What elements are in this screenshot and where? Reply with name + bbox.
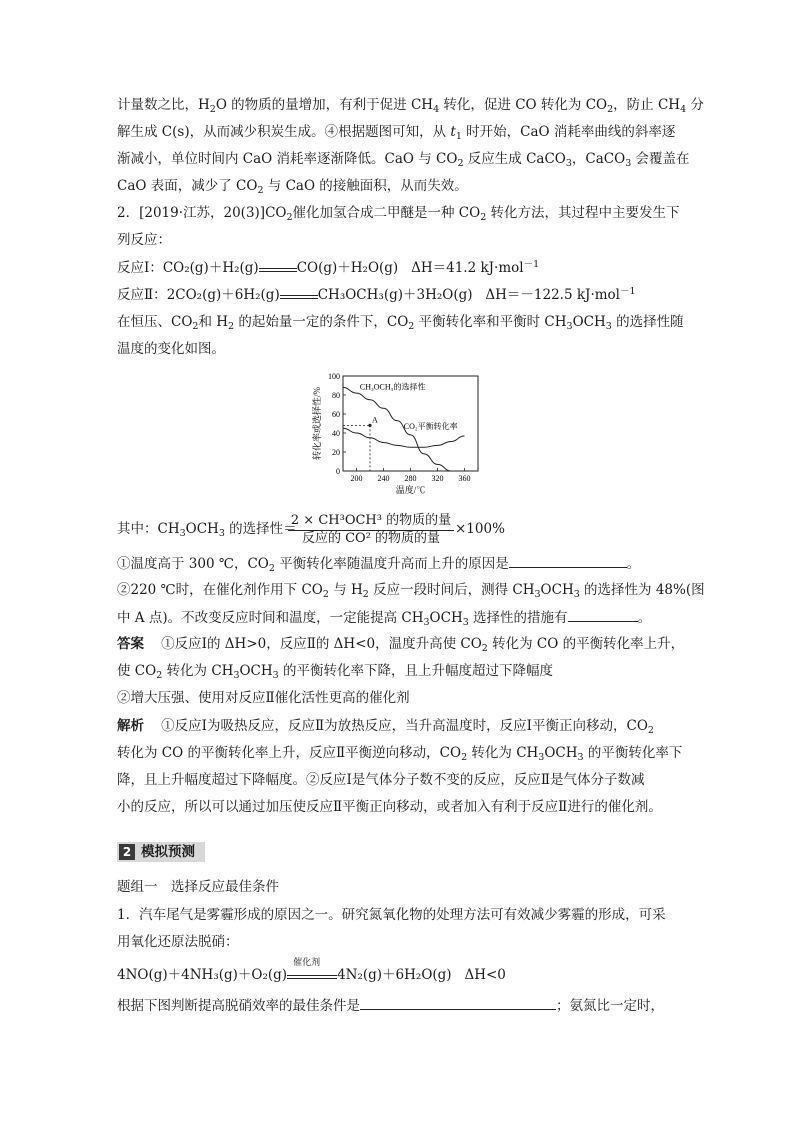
series-label-conversion: CO₂平衡转化率 bbox=[403, 422, 458, 432]
text: 催化加氢合成二甲醚是一种 CO bbox=[292, 205, 481, 221]
text: 。 bbox=[626, 556, 641, 572]
selectivity-conversion-chart bbox=[300, 368, 500, 503]
text: 计量数之比，H bbox=[117, 97, 210, 113]
enthalpy: ΔH<0 bbox=[464, 967, 506, 983]
text: 分 bbox=[686, 97, 704, 113]
text: ；氨氮比一定时， bbox=[556, 998, 664, 1014]
explanation-line: 解析 ①反应Ⅰ为吸热反应，反应Ⅱ为放热反应，当升高温度时，反应Ⅰ平衡正向移动，$CO_2$ bbox=[117, 718, 654, 736]
reaction-label: 反应Ⅱ： bbox=[117, 287, 167, 303]
text-line: CaO 表面，减少了 $CO_2$ 与 CaO 的接触面积，从而失效。 bbox=[117, 178, 468, 196]
y-tick-label: 40 bbox=[332, 429, 340, 438]
text-line bbox=[117, 231, 171, 249]
y-tick-label: 80 bbox=[332, 391, 340, 400]
text: 转化方法，其过程中主要发生下 bbox=[486, 205, 680, 221]
text: 根据下图判断提高脱硝效率的最佳条件是 bbox=[117, 998, 360, 1014]
text: ，CaCO bbox=[571, 151, 626, 167]
x-tick-label: 280 bbox=[404, 474, 417, 483]
text: 的起始量一定的条件下，CO bbox=[234, 314, 409, 330]
text: ①反应Ⅰ的 ΔH>0，反应Ⅱ的 ΔH<0，温度升高使 CO bbox=[161, 636, 482, 652]
text-line bbox=[117, 340, 225, 358]
text: 题组一 选择反应最佳条件 bbox=[117, 879, 279, 895]
text: CaO 表面，减少了 CO bbox=[117, 178, 258, 194]
text: 与 CaO 的接触面积，从而失效。 bbox=[263, 178, 468, 194]
text: 的选择性为 48%(图 bbox=[579, 582, 705, 598]
text: ，防止 CH bbox=[613, 97, 681, 113]
answer-blank[interactable] bbox=[568, 608, 638, 622]
text: 用氧化还原法脱硝： bbox=[117, 934, 239, 950]
text-line: 在恒压、$CO_2$和 $H_2$ 的起始量一定的条件下，$CO_2$ 平衡转化率和平衡时 $CH_3OCH_3$ 的选择性随 bbox=[117, 314, 684, 332]
text: ②220 ℃时，在催化剂作用下 CO bbox=[117, 582, 323, 598]
text: 的选择性＝ bbox=[224, 521, 297, 537]
text: 平衡转化率和平衡时 CH bbox=[414, 314, 567, 330]
reaction-lhs: 2CO₂(g)＋6H₂(g) bbox=[166, 287, 280, 303]
text: 中 A 点)。不改变反应时间和温度，一定能提高 CH bbox=[117, 610, 424, 626]
text-line: 中 A 点)。不改变反应时间和温度，一定能提高 $CH_3OCH_3$ 选择性的措施有 。 bbox=[117, 610, 652, 628]
text-line bbox=[117, 996, 664, 1015]
text: 转化为 CH bbox=[162, 663, 234, 679]
text: 在恒压、CO bbox=[117, 314, 193, 330]
text: 转化为 CO 的平衡转化率上升，反应Ⅱ平衡逆向移动，CO bbox=[117, 745, 462, 761]
text: 反应生成 CaCO bbox=[463, 151, 566, 167]
reaction-rhs: CO(g)＋H₂O(g) bbox=[296, 260, 399, 276]
question-2-header: 2．[2019·江苏，$20(3)]CO_2$催化加氢合成二甲醚是一种 $CO_2$ 转化方法，其过程中主要发生下 bbox=[117, 205, 680, 223]
text: OCH bbox=[544, 745, 578, 761]
text: OCH bbox=[572, 314, 606, 330]
answer-label: 答案 bbox=[117, 636, 144, 652]
equals-arrow-icon bbox=[259, 262, 297, 272]
x-tick-label: 200 bbox=[350, 474, 363, 483]
text-line bbox=[117, 771, 645, 789]
text-line: 计量数之比，$H_2O$ 的物质的量增加，有利于促进 $CH_4$ 转化，促进 CO 转化为 $CO_2$，防止 $CH_4$ 分 bbox=[117, 97, 704, 115]
point-a-label: A bbox=[372, 415, 378, 425]
text: 与 H bbox=[328, 582, 363, 598]
text: 转化为 CO 的平衡转化率上升， bbox=[487, 636, 685, 652]
text: 时开始，CaO 消耗率曲线的斜率逐 bbox=[461, 124, 676, 140]
text: 小的反应，所以可以通过加压使反应Ⅱ平衡正向移动，或者加入有利于反应Ⅱ进行的催化剂。 bbox=[117, 799, 662, 815]
catalyst-label: 催化剂 bbox=[293, 958, 321, 968]
explanation-label: 解析 bbox=[117, 718, 144, 734]
text: 其中：CH bbox=[117, 521, 180, 537]
text: 2．[2019·江苏，20(3)]CO bbox=[117, 205, 287, 221]
text: 转化，促进 CO 转化为 CO bbox=[439, 97, 608, 113]
y-tick-label: 100 bbox=[328, 372, 340, 381]
text: OCH bbox=[185, 521, 219, 537]
question-part-1: ①温度高于 300 ℃，$CO_2$ 平衡转化率随温度升高而上升的原因是 。 bbox=[117, 556, 641, 574]
text: 和 H bbox=[198, 314, 229, 330]
text: 选择性的措施有 bbox=[468, 610, 568, 626]
series-label-selectivity: CH₃OCH₃的选择性 bbox=[359, 382, 426, 392]
reaction-lhs: 4NO(g)＋4NH₃(g)＋O₂(g) bbox=[117, 967, 288, 983]
exponent: －1 bbox=[523, 259, 540, 270]
denitration-reaction bbox=[117, 958, 506, 984]
text: 渐减小，单位时间内 CaO 消耗率逐渐降低。CaO 与 CO bbox=[117, 151, 458, 167]
x-tick-label: 320 bbox=[431, 474, 444, 483]
text-line bbox=[117, 906, 666, 924]
enthalpy: ΔH＝－122.5 kJ·mol bbox=[485, 287, 620, 303]
selectivity-formula: 其中：$CH_3OCH_3$ 的选择性＝ bbox=[117, 521, 297, 539]
catalyst-arrow-icon bbox=[287, 958, 337, 979]
section-number: 2 bbox=[119, 844, 135, 860]
reaction-label: 反应Ⅰ： bbox=[117, 260, 163, 276]
text: 反应一段时间后，测得 CH bbox=[368, 582, 535, 598]
text: ×100% bbox=[455, 521, 505, 537]
text: ②增大压强、使用对反应Ⅱ催化活性更高的催化剂 bbox=[117, 690, 410, 706]
text: 会覆盖在 bbox=[631, 151, 690, 167]
answer-blank[interactable] bbox=[360, 996, 556, 1010]
reaction-2 bbox=[117, 286, 636, 304]
text-line: 转化为 CO 的平衡转化率上升，反应Ⅱ平衡逆向移动，$CO_2$ 转化为 $CH_3OCH_3$ 的平衡转化率下 bbox=[117, 745, 683, 763]
formula-tail bbox=[455, 520, 505, 538]
section-header bbox=[117, 842, 205, 862]
formula-denominator: 反应的 CO² 的物质的量 bbox=[301, 531, 441, 546]
text: 转化为 CH bbox=[467, 745, 539, 761]
reaction-lhs: CO₂(g)＋H₂(g) bbox=[162, 260, 259, 276]
text: 的平衡转化率下 bbox=[583, 745, 683, 761]
text-line: 使 $CO_2$ 转化为 $CH_3OCH_3$ 的平衡转化率下降，且上升幅度超过下降幅度 bbox=[117, 663, 553, 681]
text: 使 CO bbox=[117, 663, 157, 679]
group-title bbox=[117, 878, 279, 896]
text: 1．汽车尾气是雾霾形成的原因之一。研究氮氧化物的处理方法可有效减少雾霾的形成，可采 bbox=[117, 907, 666, 923]
text: OCH bbox=[540, 582, 574, 598]
x-axis-label: 温度/℃ bbox=[395, 485, 426, 495]
reaction-1 bbox=[117, 259, 539, 277]
equals-arrow-icon bbox=[280, 289, 318, 299]
answer-blank[interactable] bbox=[509, 554, 627, 568]
section-title: 模拟预测 bbox=[141, 844, 195, 860]
text: ①温度高于 300 ℃，CO bbox=[117, 556, 269, 572]
reaction-rhs: CH₃OCH₃(g)＋3H₂O(g) bbox=[317, 287, 473, 303]
text-line bbox=[117, 689, 410, 707]
question-part-2: ②220 ℃时，在催化剂作用下 $CO_2$ 与 $H_2$ 反应一段时间后，测得 $CH_3OCH_3$ 的选择性为 48%(图 bbox=[117, 582, 705, 600]
text: 的平衡转化率下降，且上升幅度超过下降幅度 bbox=[278, 663, 553, 679]
enthalpy: ΔH＝41.2 kJ·mol bbox=[411, 260, 524, 276]
y-tick-label: 0 bbox=[336, 467, 340, 476]
text: 。 bbox=[637, 610, 652, 626]
y-tick-label: 60 bbox=[332, 410, 340, 419]
text: OCH bbox=[239, 663, 273, 679]
text: ①反应Ⅰ为吸热反应，反应Ⅱ为放热反应，当升高温度时，反应Ⅰ平衡正向移动，CO bbox=[161, 718, 648, 734]
text: 列反应： bbox=[117, 232, 171, 248]
text-line: 渐减小，单位时间内 CaO 消耗率逐渐降低。CaO 与 $CO_2$ 反应生成 CaCO$_3$，CaCO$_3$ 会覆盖在 bbox=[117, 151, 690, 169]
text-line bbox=[117, 798, 662, 816]
text: O 的物质的量增加，有利于促进 CH bbox=[215, 97, 434, 113]
text-line bbox=[117, 933, 239, 951]
text-line: 解生成 C(s)，从而减少积炭生成。④根据题图可知，从 $t_1$ 时开始，CaO 消耗率曲线的斜率逐 bbox=[117, 124, 676, 142]
text: 平衡转化率随温度升高而上升的原因是 bbox=[274, 556, 509, 572]
answer-line: 答案 ①反应Ⅰ的 ΔH>0，反应Ⅱ的 ΔH<0，温度升高使 $CO_2$ 转化为 CO 的平衡转化率上升， bbox=[117, 636, 685, 654]
x-tick-label: 360 bbox=[458, 474, 471, 483]
formula-fraction bbox=[288, 513, 454, 547]
text: OCH bbox=[429, 610, 463, 626]
text: 温度的变化如图。 bbox=[117, 341, 225, 357]
formula-numerator: 2 × CH³OCH³ 的物质的量 bbox=[288, 513, 454, 531]
text: 降，且上升幅度超过下降幅度。②反应Ⅰ是气体分子数不变的反应，反应Ⅱ是气体分子数减 bbox=[117, 772, 645, 788]
reaction-rhs: 4N₂(g)＋6H₂O(g) bbox=[337, 967, 452, 983]
x-tick-label: 240 bbox=[377, 474, 390, 483]
y-axis-label: 转化率或选择性/% bbox=[312, 387, 322, 460]
y-tick-label: 20 bbox=[332, 448, 340, 457]
exponent: －1 bbox=[619, 286, 636, 297]
text: 的选择性随 bbox=[611, 314, 684, 330]
text: 解生成 C(s)，从而减少积炭生成。④根据题图可知，从 bbox=[117, 124, 451, 140]
